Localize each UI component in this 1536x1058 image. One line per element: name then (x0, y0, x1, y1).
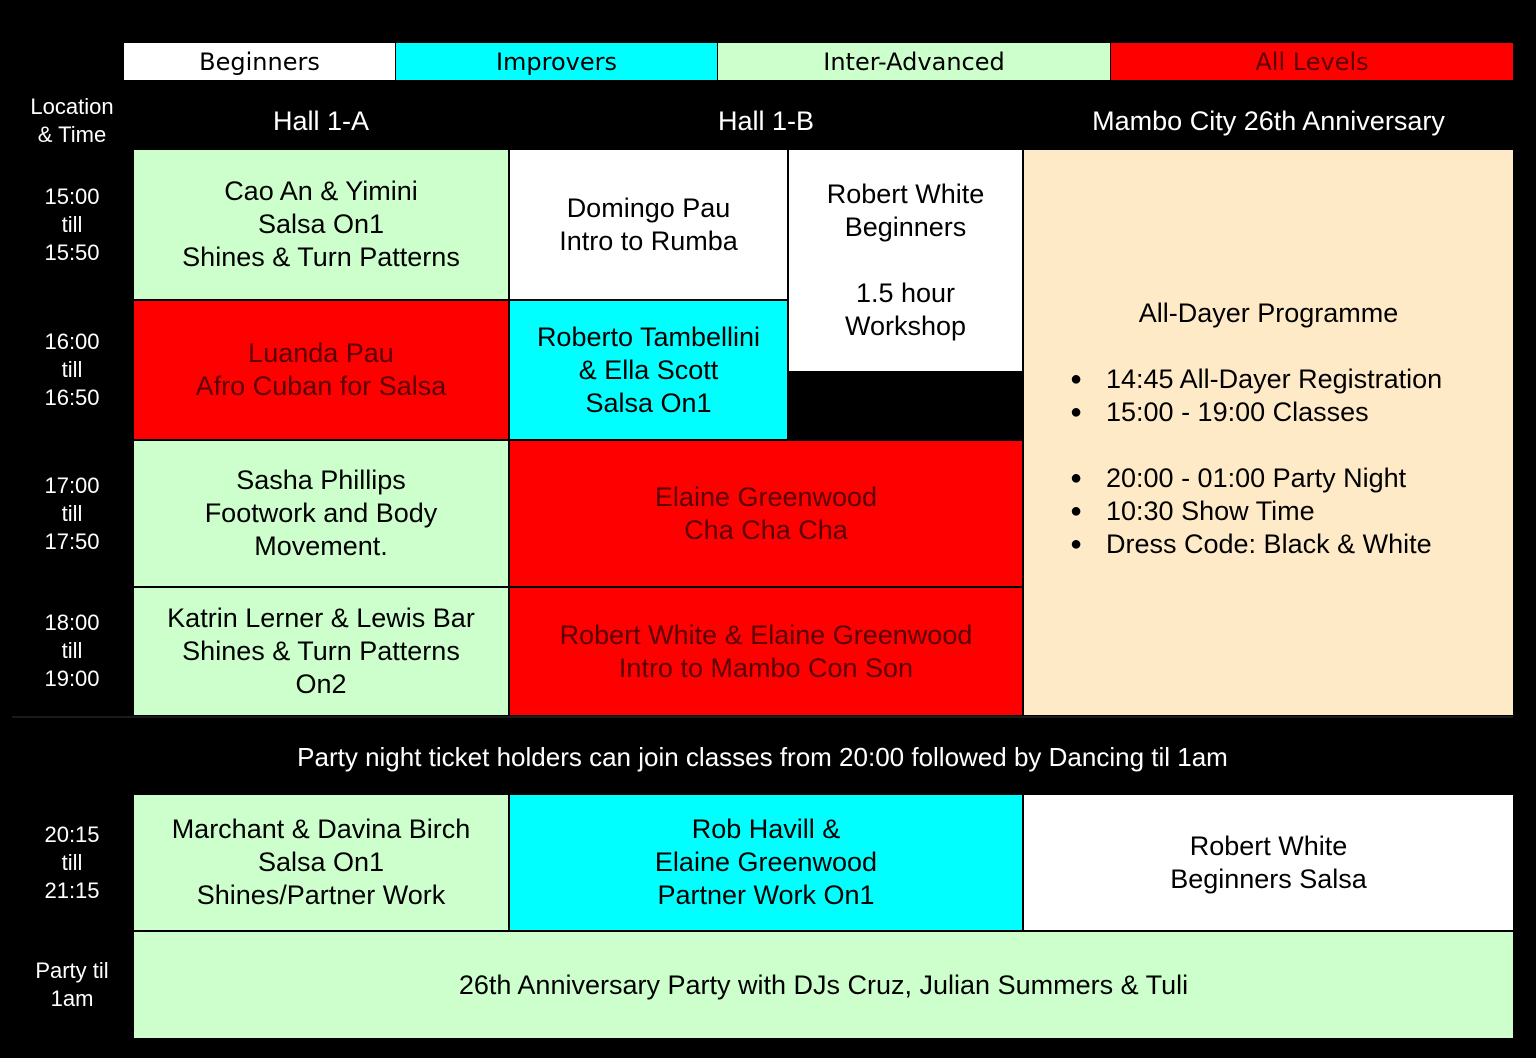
class-line: Rob Havill & (691, 814, 841, 844)
time-slot-5 (12, 795, 132, 930)
class-line: Robert White & Elaine Greenwood (559, 619, 973, 650)
class-line: Domingo Pau (566, 192, 731, 223)
class-line: Workshop (844, 311, 967, 341)
class-line: Shines/Partner Work (196, 880, 446, 910)
class-line: Movement. (254, 531, 388, 561)
class-line: Beginners Salsa (1170, 863, 1367, 894)
anniversary-header: Mambo City 26th Anniversary (1092, 105, 1445, 136)
time-end: 16:50 (44, 385, 100, 410)
class-line: Katrin Lerner & Lewis Bar (167, 603, 475, 633)
class-line: Roberto Tambellini (536, 321, 761, 352)
class-line: Robert White (1189, 830, 1348, 861)
time-end: 17:50 (44, 528, 100, 554)
programme-item: ● 14:45 All-Dayer Registration (1070, 363, 1442, 396)
programme-item: ● 10:30 Show Time (1070, 495, 1432, 528)
class-line: Cao An & Yimini (224, 176, 418, 206)
class-line: Salsa On1 (257, 847, 385, 877)
class-domingo-pau (510, 150, 787, 299)
class-line: Luanda Pau (248, 338, 394, 368)
programme-item: ● Dress Code: Black & White (1070, 528, 1432, 561)
class-line: Shines & Turn Patterns (182, 636, 460, 666)
class-luanda-pau (134, 301, 508, 439)
time-till: till (61, 849, 83, 875)
hall-1b-header: Hall 1-B (717, 105, 815, 136)
time-start: 18:00 (44, 610, 100, 635)
class-robert-white-workshop (789, 150, 1022, 371)
class-line: Salsa On1 (257, 209, 385, 239)
class-line: Robert White (826, 179, 985, 209)
legend-beginners: Beginners (124, 43, 395, 80)
class-line: Elaine Greenwood (654, 481, 878, 512)
class-line: Elaine Greenwood (654, 847, 878, 877)
time-slot-1 (12, 150, 132, 300)
class-elaine-cha-cha (510, 441, 1022, 586)
class-line: Intro to Rumba (559, 225, 738, 256)
class-line: Salsa On1 (585, 387, 712, 418)
time-till: till (61, 500, 83, 526)
class-rob-havill (510, 795, 1022, 930)
legend-all-levels: All Levels (1111, 43, 1513, 80)
class-sasha-phillips (134, 441, 508, 586)
programme-title: All-Dayer Programme (1138, 297, 1399, 328)
programme-item: ● 20:00 - 01:00 Party Night (1070, 462, 1432, 495)
class-line: Sasha Phillips (236, 465, 406, 495)
class-line: Footwork and Body (204, 498, 438, 528)
time-start: 20:15 (44, 821, 100, 847)
class-line: Shines & Turn Patterns (182, 242, 460, 272)
class-marchant-davina (134, 795, 508, 930)
time-line: Party til (35, 958, 109, 983)
location-time-header (12, 92, 132, 150)
class-cao-an (134, 150, 508, 299)
class-robert-elaine-mambo (510, 588, 1022, 715)
time-start: 16:00 (44, 329, 100, 354)
header-line: Location (30, 94, 114, 119)
class-line: Intro to Mambo Con Son (618, 652, 914, 683)
time-party (12, 932, 132, 1038)
class-katrin-lerner (134, 588, 508, 715)
class-line: Cha Cha Cha (684, 514, 848, 545)
time-end: 21:15 (44, 877, 100, 903)
programme-list-2 (1070, 462, 1432, 561)
class-line: Afro Cuban for Salsa (195, 371, 447, 401)
legend-inter-advanced: Inter-Advanced (718, 43, 1110, 80)
time-end: 19:00 (44, 666, 100, 691)
hall-1a-header: Hall 1-A (272, 105, 370, 136)
programme-list-1 (1070, 363, 1442, 429)
class-line: Partner Work On1 (657, 880, 875, 910)
time-slot-2 (12, 300, 132, 440)
party-night-note: Party night ticket holders can join classes from 20:00 followed by Dancing til 1am (297, 741, 1228, 772)
time-slot-3 (12, 440, 132, 587)
anniversary-party: 26th Anniversary Party with DJs Cruz, Julian Summers & Tuli (134, 932, 1513, 1038)
class-line: 1.5 hour (855, 278, 956, 308)
time-line: 1am (50, 986, 94, 1011)
class-roberto-tambellini (510, 301, 787, 439)
header-line: & Time (37, 122, 107, 147)
time-till: till (61, 357, 83, 382)
time-till: till (61, 638, 83, 663)
class-line: On2 (295, 669, 347, 699)
programme-item: ● 15:00 - 19:00 Classes (1070, 396, 1442, 429)
class-line: Beginners (844, 212, 967, 242)
time-start: 15:00 (44, 184, 100, 209)
class-line: Marchant & Davina Birch (171, 814, 471, 844)
class-line: & Ella Scott (578, 354, 719, 385)
time-end: 15:50 (44, 240, 100, 265)
time-slot-4 (12, 587, 132, 715)
class-robert-white-beginners (1024, 795, 1513, 930)
legend-improvers: Improvers (396, 43, 717, 80)
time-till: till (61, 212, 83, 237)
section-divider (12, 716, 1513, 718)
time-start: 17:00 (44, 472, 100, 498)
all-dayer-programme (1024, 150, 1513, 715)
